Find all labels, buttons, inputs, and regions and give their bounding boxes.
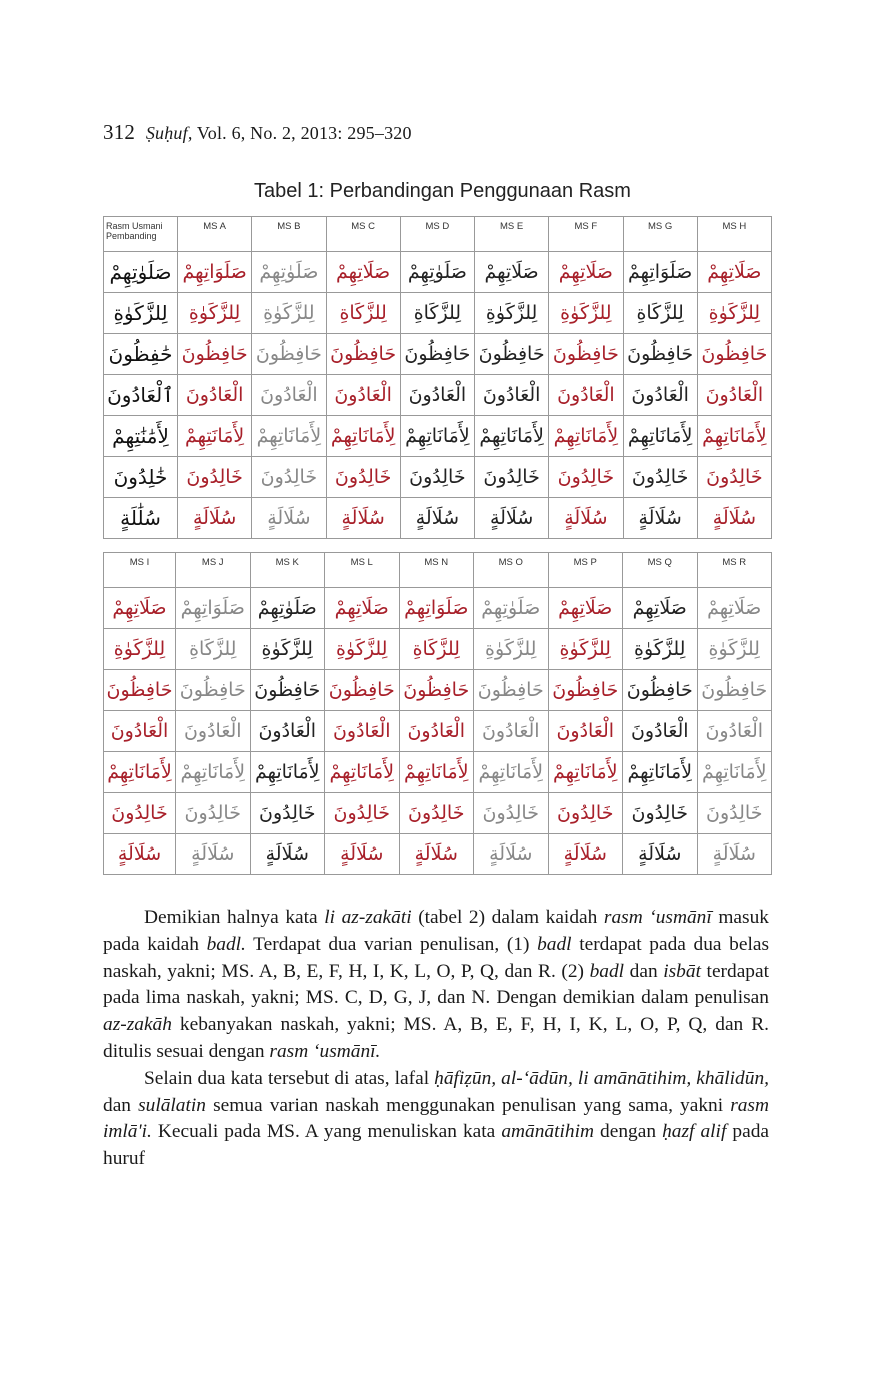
manuscript-cell: سُلَالَةٍ xyxy=(474,834,549,875)
table-row xyxy=(104,334,772,375)
manuscript-cell: حَافِظُونَ xyxy=(548,670,623,711)
manuscript-cell: لِأَمَانَاتِهِمْ xyxy=(399,752,474,793)
manuscript-cell: سُلَالَةٍ xyxy=(475,498,549,539)
manuscript-cell: سُلَالَةٍ xyxy=(325,834,400,875)
text-run: semua varian naskah menggunakan penulisan yang sama, yakni xyxy=(205,1094,731,1116)
term: badl xyxy=(589,960,625,982)
manuscript-cell: خَالِدُونَ xyxy=(475,457,549,498)
header-cell: MS Q xyxy=(623,553,698,588)
manuscript-cell: خَالِدُونَ xyxy=(549,457,623,498)
table-caption: Tabel 1: Perbandingan Penggunaan Rasm xyxy=(254,180,631,202)
manuscript-cell: صَلَاتِهِمْ xyxy=(548,588,623,629)
manuscript-cell: الْعَادُونَ xyxy=(549,375,623,416)
rasm-usmani-cell: لِلزَّكَوٰةِ xyxy=(104,293,178,334)
manuscript-cell: سُلَالَةٍ xyxy=(697,498,771,539)
header-cell: Rasm Usmani Pembanding xyxy=(104,217,178,252)
manuscript-cell: حَافِظُونَ xyxy=(399,670,474,711)
manuscript-cell: خَالِدُونَ xyxy=(623,793,698,834)
paragraph xyxy=(103,1066,769,1173)
manuscript-cell: لِأَمَانَاتِهِمْ xyxy=(623,752,698,793)
manuscript-cell: الْعَادُونَ xyxy=(400,375,474,416)
manuscript-cell: خَالِدُونَ xyxy=(697,457,771,498)
manuscript-cell: لِلزَّكَاةِ xyxy=(399,629,474,670)
header-cell: MS A xyxy=(178,217,252,252)
term: ḥazf alif xyxy=(662,1121,727,1143)
manuscript-cell: خَالِدُونَ xyxy=(474,793,549,834)
term: ḥāfiẓūn, al-‘ādūn, li amānātihim, khālidūn, xyxy=(434,1067,769,1089)
text-run: dan xyxy=(103,1094,139,1116)
text-run: (tabel 2) dalam kaidah xyxy=(411,907,604,928)
manuscript-cell: لِأَمَانَاتِهِمْ xyxy=(549,416,623,457)
manuscript-cell: لِلزَّكَوٰةِ xyxy=(548,629,623,670)
manuscript-cell: لِأَمَانَاتِهِمْ xyxy=(548,752,623,793)
rasm-comparison-table-1 xyxy=(103,216,772,539)
manuscript-cell: حَافِظُونَ xyxy=(623,334,697,375)
manuscript-cell: خَالِدُونَ xyxy=(697,793,772,834)
manuscript-cell: حَافِظُونَ xyxy=(475,334,549,375)
table-row xyxy=(104,293,772,334)
term: li az-zakāti xyxy=(324,907,412,928)
text-run: Kecuali pada MS. A yang menuliskan kata xyxy=(151,1121,502,1143)
term: rasm ‘usmānī xyxy=(603,907,712,928)
manuscript-cell: صَلَوَاتِهِمْ xyxy=(176,588,251,629)
manuscript-cell: لِأَمَانَاتِهِمْ xyxy=(176,752,251,793)
manuscript-cell: الْعَادُونَ xyxy=(326,375,400,416)
header-cell: MS O xyxy=(474,553,549,588)
manuscript-cell: خَالِدُونَ xyxy=(250,793,325,834)
manuscript-cell: لِلزَّكَوٰةِ xyxy=(178,293,252,334)
manuscript-cell: صَلَاتِهِمْ xyxy=(549,252,623,293)
manuscript-cell: لِلزَّكَوٰةِ xyxy=(475,293,549,334)
manuscript-cell: لِلزَّكَاةِ xyxy=(326,293,400,334)
manuscript-cell: سُلَالَةٍ xyxy=(549,498,623,539)
table-row xyxy=(104,252,772,293)
header-cell: MS I xyxy=(104,553,176,588)
header-cell: MS N xyxy=(399,553,474,588)
table-row xyxy=(104,416,772,457)
text-run: Demikian halnya kata xyxy=(144,907,325,928)
manuscript-cell: صَلَاتِهِمْ xyxy=(326,252,400,293)
manuscript-cell: سُلَالَةٍ xyxy=(697,834,772,875)
manuscript-cell: لِأَمَانَاتِهِمْ xyxy=(104,752,176,793)
manuscript-cell: حَافِظُونَ xyxy=(623,670,698,711)
manuscript-cell: لِلزَّكَاةِ xyxy=(176,629,251,670)
table-row xyxy=(104,375,772,416)
manuscript-cell: لِلزَّكَاةِ xyxy=(623,293,697,334)
manuscript-cell: سُلَالَةٍ xyxy=(548,834,623,875)
manuscript-cell: سُلَالَةٍ xyxy=(252,498,326,539)
header-cell: MS L xyxy=(325,553,400,588)
rasm-usmani-cell: حَٰفِظُونَ xyxy=(104,334,178,375)
manuscript-cell: لِأَمَانَاتِهِمْ xyxy=(252,416,326,457)
header-cell: MS J xyxy=(176,553,251,588)
text-run: Selain dua kata tersebut di atas, lafal xyxy=(144,1067,435,1089)
manuscript-cell: صَلَوٰتِهِمْ xyxy=(252,252,326,293)
header-cell: MS F xyxy=(549,217,623,252)
manuscript-cell: الْعَادُونَ xyxy=(325,711,400,752)
manuscript-cell: لِأَمَانَتِهِمْ xyxy=(178,416,252,457)
manuscript-cell: لِأَمَانَاتِهِمْ xyxy=(474,752,549,793)
manuscript-cell: لِلزَّكَاةِ xyxy=(400,293,474,334)
manuscript-cell: لِأَمَانَاتِهِمْ xyxy=(250,752,325,793)
manuscript-cell: حَافِظُونَ xyxy=(104,670,176,711)
manuscript-cell: خَالِدُونَ xyxy=(176,793,251,834)
manuscript-cell: حَافِظُونَ xyxy=(400,334,474,375)
manuscript-cell: سُلَالَةٍ xyxy=(178,498,252,539)
manuscript-cell: صَلَاتِهِمْ xyxy=(325,588,400,629)
manuscript-cell: صَلَوٰتِهِمْ xyxy=(474,588,549,629)
table-row xyxy=(104,588,772,629)
manuscript-cell: سُلَالَةٍ xyxy=(623,498,697,539)
manuscript-cell: خَالِدُونَ xyxy=(178,457,252,498)
term: badl xyxy=(537,933,572,955)
header-cell: MS B xyxy=(252,217,326,252)
rasm-usmani-cell: خَٰلِدُونَ xyxy=(104,457,178,498)
manuscript-cell: حَافِظُونَ xyxy=(176,670,251,711)
table-row xyxy=(104,711,772,752)
manuscript-cell: الْعَادُونَ xyxy=(623,375,697,416)
manuscript-cell: صَلَوٰتِهِمْ xyxy=(250,588,325,629)
manuscript-cell: صَلَوَاتِهِمْ xyxy=(178,252,252,293)
term: badl. xyxy=(206,933,246,955)
manuscript-cell: لِلزَّكَوٰةِ xyxy=(623,629,698,670)
manuscript-cell: الْعَادُونَ xyxy=(697,375,771,416)
rasm-usmani-cell: صَلَوٰتِهِمْ xyxy=(104,252,178,293)
text-run: terdapat pada dua belas naskah, yakni; MS. A, B, E, F, H, I, K, L, O, P, Q, dan R. (2) xyxy=(103,933,769,982)
journal-volume: Vol. 6, No. 2, 2013: 295–320 xyxy=(196,123,412,143)
manuscript-cell: سُلَالَةٍ xyxy=(326,498,400,539)
table-header-row xyxy=(104,553,772,588)
term: rasm imlā'i. xyxy=(103,1094,769,1143)
page-number: 312 xyxy=(103,120,136,144)
manuscript-cell: حَافِظُونَ xyxy=(549,334,623,375)
body-text xyxy=(103,905,769,1173)
text-run: dan xyxy=(624,960,664,982)
table-row xyxy=(104,834,772,875)
manuscript-cell: خَالِدُونَ xyxy=(399,793,474,834)
manuscript-cell: الْعَادُونَ xyxy=(474,711,549,752)
manuscript-cell: خَالِدُونَ xyxy=(325,793,400,834)
manuscript-cell: لِأَمَانَاتِهِمْ xyxy=(697,416,771,457)
manuscript-cell: حَافِظُونَ xyxy=(697,670,772,711)
manuscript-cell: لِلزَّكَوٰةِ xyxy=(250,629,325,670)
header-cell: MS G xyxy=(623,217,697,252)
manuscript-cell: الْعَادُونَ xyxy=(623,711,698,752)
manuscript-cell: صَلَاتِهِمْ xyxy=(697,252,771,293)
header-cell: MS H xyxy=(697,217,771,252)
manuscript-cell: سُلَالَةٍ xyxy=(250,834,325,875)
manuscript-cell: خَالِدُونَ xyxy=(623,457,697,498)
header-cell: MS P xyxy=(548,553,623,588)
manuscript-cell: لِلزَّكَوٰةِ xyxy=(325,629,400,670)
manuscript-cell: لِلزَّكَوٰةِ xyxy=(697,293,771,334)
manuscript-cell: صَلَاتِهِمْ xyxy=(623,588,698,629)
manuscript-cell: لِلزَّكَوٰةِ xyxy=(697,629,772,670)
manuscript-cell: لِأَمَانَاتِهِمْ xyxy=(325,752,400,793)
header-cell: MS R xyxy=(697,553,772,588)
term: sulālatin xyxy=(138,1094,206,1116)
rasm-comparison-table-2 xyxy=(103,552,772,875)
manuscript-cell: خَالِدُونَ xyxy=(252,457,326,498)
paragraph xyxy=(103,905,769,1066)
header-cell: MS D xyxy=(400,217,474,252)
term: az-zakāh xyxy=(103,1014,172,1036)
manuscript-cell: حَافِظُونَ xyxy=(178,334,252,375)
rasm-usmani-cell: ٱلْعَادُونَ xyxy=(104,375,178,416)
manuscript-cell: حَافِظُونَ xyxy=(697,334,771,375)
table-row xyxy=(104,793,772,834)
manuscript-cell: الْعَادُونَ xyxy=(548,711,623,752)
manuscript-cell: لِلزَّكَوٰةِ xyxy=(474,629,549,670)
manuscript-cell: الْعَادُونَ xyxy=(104,711,176,752)
manuscript-cell: حَافِظُونَ xyxy=(474,670,549,711)
manuscript-cell: الْعَادُونَ xyxy=(250,711,325,752)
rasm-usmani-cell: سُلَٰلَةٍ xyxy=(104,498,178,539)
manuscript-cell: حَافِظُونَ xyxy=(325,670,400,711)
rasm-usmani-cell: لِأَمَٰنَٰتِهِمْ xyxy=(104,416,178,457)
table-row xyxy=(104,670,772,711)
manuscript-cell: الْعَادُونَ xyxy=(475,375,549,416)
manuscript-cell: خَالِدُونَ xyxy=(104,793,176,834)
manuscript-cell: حَافِظُونَ xyxy=(326,334,400,375)
manuscript-cell: لِأَمَانَاتِهِمْ xyxy=(400,416,474,457)
manuscript-cell: الْعَادُونَ xyxy=(178,375,252,416)
table-row xyxy=(104,752,772,793)
text-run: terdapat pada lima naskah, yakni; MS. C, D, G, J, dan N. Dengan demikian dalam penulisan xyxy=(103,960,769,1009)
term: isbāt xyxy=(663,960,701,982)
table-header-row xyxy=(104,217,772,252)
text-run: pada huruf xyxy=(103,1121,770,1170)
header-cell: MS C xyxy=(326,217,400,252)
header-cell: MS K xyxy=(250,553,325,588)
term: rasm ‘usmānī. xyxy=(269,1040,381,1062)
manuscript-cell: صَلَوَاتِهِمْ xyxy=(399,588,474,629)
manuscript-cell: صَلَاتِهِمْ xyxy=(104,588,176,629)
table-row xyxy=(104,629,772,670)
manuscript-cell: لِأَمَانَاتِهِمْ xyxy=(697,752,772,793)
manuscript-cell: خَالِدُونَ xyxy=(548,793,623,834)
term: amānātihim xyxy=(501,1121,594,1143)
manuscript-cell: خَالِدُونَ xyxy=(400,457,474,498)
manuscript-cell: لِأَمَانَاتِهِمْ xyxy=(623,416,697,457)
manuscript-cell: سُلَالَةٍ xyxy=(399,834,474,875)
header-cell: MS E xyxy=(475,217,549,252)
manuscript-cell: الْعَادُونَ xyxy=(252,375,326,416)
manuscript-cell: خَالِدُونَ xyxy=(326,457,400,498)
manuscript-cell: لِلزَّكَوٰةِ xyxy=(252,293,326,334)
manuscript-cell: سُلَالَةٍ xyxy=(400,498,474,539)
manuscript-cell: حَافِظُونَ xyxy=(252,334,326,375)
manuscript-cell: صَلَاتِهِمْ xyxy=(697,588,772,629)
manuscript-cell: لِلزَّكَوٰةِ xyxy=(549,293,623,334)
journal-name: Ṣuḥuf, xyxy=(145,123,193,143)
manuscript-cell: سُلَالَةٍ xyxy=(176,834,251,875)
manuscript-cell: صَلَوَاتِهِمْ xyxy=(623,252,697,293)
manuscript-cell: سُلَالَةٍ xyxy=(623,834,698,875)
text-run: kebanyakan naskah, yakni; MS. A, B, E, F, H, I, K, L, O, P, Q, dan R. ditulis sesuai dengan xyxy=(103,1014,769,1062)
table-row xyxy=(104,498,772,539)
manuscript-cell: لِأَمَانَاتِهِمْ xyxy=(326,416,400,457)
manuscript-cell: الْعَادُونَ xyxy=(697,711,772,752)
running-header xyxy=(103,120,412,145)
manuscript-cell: الْعَادُونَ xyxy=(399,711,474,752)
manuscript-cell: لِلزَّكَوٰةِ xyxy=(104,629,176,670)
text-run: dengan xyxy=(593,1121,663,1143)
text-run: Terdapat dua varian penulisan, (1) xyxy=(245,933,538,955)
manuscript-cell: صَلَوٰتِهِمْ xyxy=(400,252,474,293)
manuscript-cell: لِأَمَانَاتِهِمْ xyxy=(475,416,549,457)
manuscript-cell: صَلَاتِهِمْ xyxy=(475,252,549,293)
manuscript-cell: حَافِظُونَ xyxy=(250,670,325,711)
manuscript-cell: سُلَالَةٍ xyxy=(104,834,176,875)
text-run: masuk pada kaidah xyxy=(103,907,769,955)
manuscript-cell: الْعَادُونَ xyxy=(176,711,251,752)
table-row xyxy=(104,457,772,498)
